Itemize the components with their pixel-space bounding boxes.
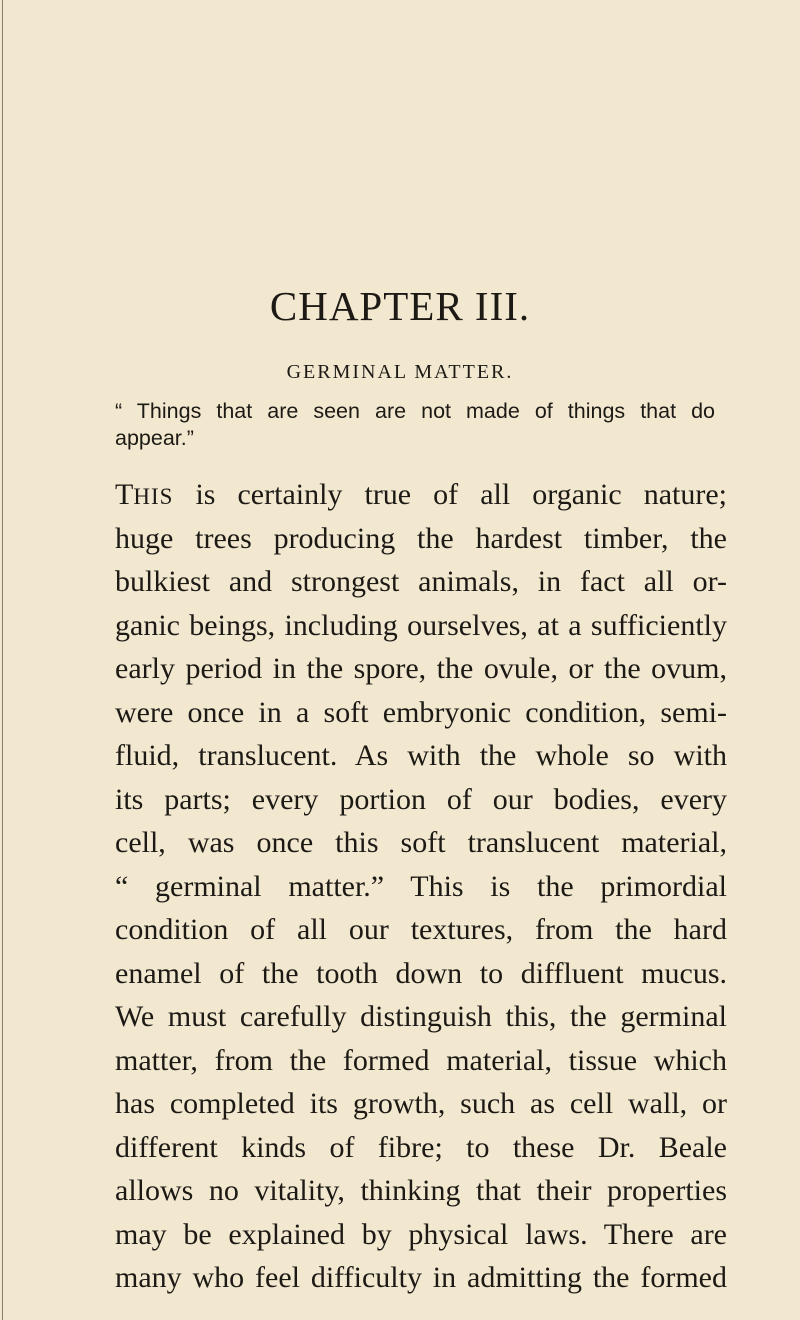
chapter-subtitle: GERMINAL MATTER.: [286, 361, 514, 383]
body-line: We must carefully distinguish this, the germinal: [115, 1000, 727, 1033]
body-line: its parts; every portion of our bodies, every: [115, 782, 727, 816]
body-line: has completed its growth, such as cell wall, or: [115, 1087, 727, 1120]
body-line: THIS is certainly true of all organic nature;: [115, 478, 727, 511]
page-edge-divider: [2, 0, 3, 1320]
epigraph-quote: [115, 398, 715, 452]
body-line: fluid, translucent. As with the whole so with: [115, 739, 727, 772]
epigraph-line: appear.”: [115, 426, 194, 450]
body-line: matter, from the formed material, tissue which: [115, 1043, 727, 1077]
chapter-title: CHAPTER III.: [269, 283, 531, 329]
body-paragraph: [115, 473, 727, 1300]
body-line: allows no vitality, thinking that their properties: [115, 1174, 727, 1207]
body-line: early period in the spore, the ovule, or the ovum,: [115, 652, 727, 685]
epigraph-line: “ Things that are seen are not made of things that do: [115, 399, 715, 423]
body-line: cell, was once this soft translucent material,: [115, 826, 727, 859]
body-line: different kinds of fibre; to these Dr. Beale: [115, 1130, 727, 1164]
body-line: may be explained by physical laws. There are: [115, 1217, 727, 1251]
body-line: condition of all our textures, from the hard: [115, 913, 727, 946]
opening-word: THIS: [115, 478, 174, 511]
body-line: bulkiest and strongest animals, in fact all or-: [115, 565, 727, 598]
body-line: huge trees producing the hardest timber, the: [115, 521, 727, 555]
body-line: “ germinal matter.” This is the primordial: [115, 869, 727, 903]
body-line: enamel of the tooth down to diffluent mucus.: [115, 956, 727, 990]
body-line: ganic beings, including ourselves, at a sufficiently: [115, 608, 727, 642]
body-line: many who feel difficulty in admitting the formed: [115, 1261, 727, 1294]
body-line: were once in a soft embryonic condition, semi-: [115, 695, 727, 729]
